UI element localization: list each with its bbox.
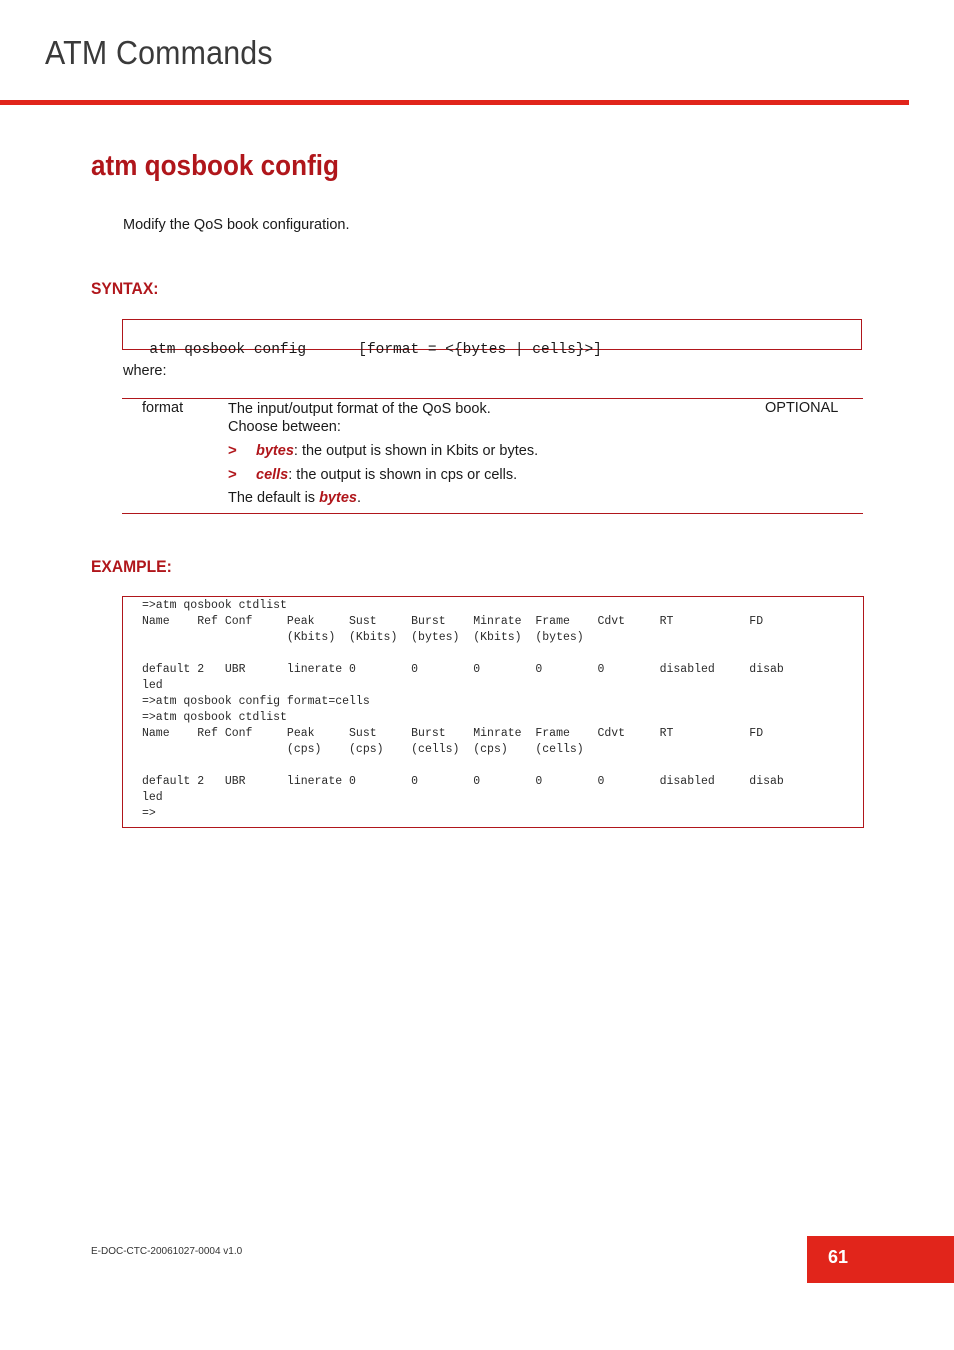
- syntax-heading: SYNTAX:: [91, 279, 159, 298]
- default-suffix: .: [356, 490, 361, 506]
- parameter-description-line1: The input/output format of the QoS book.: [228, 401, 491, 417]
- parameter-description-line2: Choose between:: [228, 419, 341, 435]
- where-label: where:: [123, 363, 167, 379]
- syntax-command: atm qosbook config [format = <{bytes | cells}>]: [149, 342, 602, 358]
- option-keyword: cells: [256, 466, 289, 483]
- page-number: 61: [807, 1236, 954, 1283]
- bullet-arrow-icon: >: [228, 466, 237, 483]
- example-code: =>atm qosbook ctdlist Name Ref Conf Peak Sust Burst Minrate Frame Cdvt RT FD (Kbits) (Kbits) (bytes) (Kbits) (bytes) default 2 UBR linerate 0 0 0 0 0 disabled disab led =>atm qosbook config format=cells =>atm qosbook ctdlist Name Ref Conf Peak Sust Burst Minrate Frame Cdvt RT FD (cps) (cps) (cells) (cps) (cells) default 2 UBR linerate 0 0 0 0 0 disabled disab led =>: [142, 599, 784, 820]
- option-text: : the output is shown in Kbits or bytes.: [293, 442, 539, 459]
- option-keyword: bytes: [256, 442, 294, 459]
- default-prefix: The default is: [228, 490, 320, 506]
- default-value: bytes: [319, 490, 357, 506]
- example-heading: EXAMPLE:: [91, 557, 172, 576]
- header-rule: [0, 100, 909, 105]
- parameter-description: [228, 400, 491, 436]
- bullet-arrow-icon: >: [228, 442, 237, 459]
- syntax-command-box: [122, 319, 862, 358]
- parameter-name: format: [142, 400, 184, 416]
- section-title: atm qosbook config: [91, 150, 339, 182]
- example-box: [122, 596, 864, 828]
- document-id: E-DOC-CTC-20061027-0004 v1.0: [91, 1246, 243, 1257]
- parameter-table: [122, 398, 863, 514]
- chapter-title: ATM Commands: [45, 34, 273, 71]
- option-item-bytes: [228, 442, 538, 459]
- option-item-cells: [228, 466, 517, 483]
- section-description: Modify the QoS book configuration.: [123, 217, 350, 233]
- option-text: : the output is shown in cps or cells.: [288, 466, 518, 483]
- default-line: [228, 490, 361, 506]
- parameter-requirement: OPTIONAL: [765, 400, 839, 416]
